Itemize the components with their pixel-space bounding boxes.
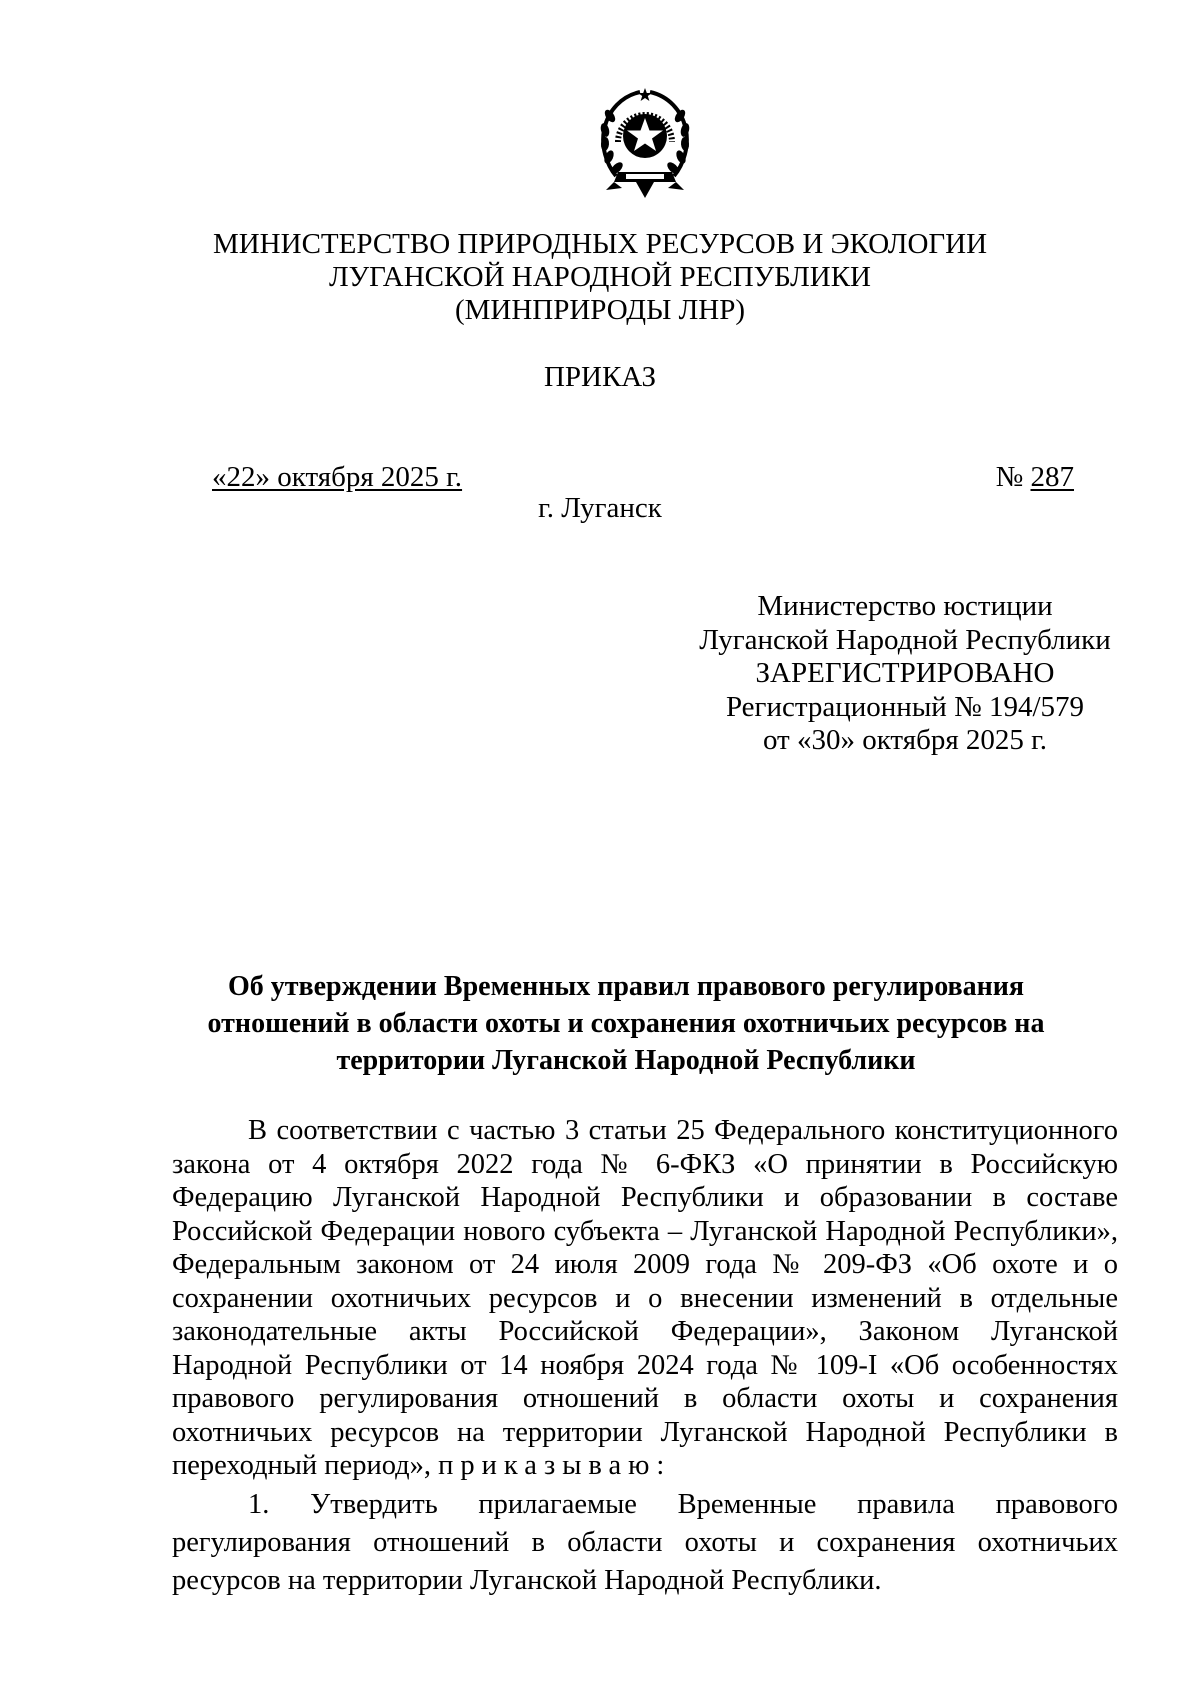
ministry-name-line1: МИНИСТЕРСТВО ПРИРОДНЫХ РЕСУРСОВ И ЭКОЛОГИИ xyxy=(212,228,988,260)
clause-1-text: 1. Утвердить прилагаемые Временные правила правового регулирования отношений в области охоты и сохранения охотничьих ресурсов на территории Луганской Народной Республики. xyxy=(172,1489,1118,1596)
order-date: «22» октября 2025 г. xyxy=(212,461,463,493)
ministry-short-name: (МИНПРИРОДЫ ЛНР) xyxy=(454,294,746,326)
registration-line4: Регистрационный № 194/579 xyxy=(725,690,1085,723)
preamble-paragraph xyxy=(172,1114,1118,1483)
order-title-line3: территории Луганской Народной Республики xyxy=(336,1045,916,1076)
registration-stamp xyxy=(690,590,1120,758)
issuing-city: г. Луганск xyxy=(538,492,662,524)
order-title-line1: Об утверждении Временных правил правового регулирования xyxy=(227,971,1025,1002)
registration-line2: Луганской Народной Республики xyxy=(699,623,1111,656)
order-number-value: 287 xyxy=(1030,461,1074,493)
ministry-heading xyxy=(0,228,1200,327)
registration-line1: Министерство юстиции xyxy=(757,590,1053,622)
order-title-line2: отношений в области охоты и сохранения охотничьих ресурсов на xyxy=(207,1008,1045,1039)
order-title xyxy=(172,968,1080,1079)
order-number xyxy=(996,461,1074,494)
document-type: ПРИКАЗ xyxy=(543,361,657,393)
preamble-text: В соответствии с частью 3 статьи 25 Федерального конституционного закона от 4 октября 2022 года № 6-ФКЗ «О принятии в Российскую Федерацию Луганской Народной Республики и образовании в составе Российской Федерации нового субъекта – Луганской Народной Республики», Федеральным законом от 24 июля 2009 года № 209-ФЗ «Об охоте и о сохранении охотничьих ресурсов и о внесении изменений в отдельные законодательные акты Российской Федерации», Законом Луганской Народной Республики от 14 ноября 2024 года № 109-I «Об особенностях правового регулирования отношений в области охоты и сохранения охотничьих ресурсов на территории Луганской Народной Республики в переходный период», xyxy=(172,1115,1118,1481)
order-directive: приказываю: xyxy=(438,1450,672,1481)
ministry-name-line2: ЛУГАНСКОЙ НАРОДНОЙ РЕСПУБЛИКИ xyxy=(328,261,871,293)
registration-line3: ЗАРЕГИСТРИРОВАНО xyxy=(755,657,1055,689)
order-number-prefix: № xyxy=(995,461,1024,493)
republic-coat-of-arms-icon xyxy=(596,86,694,201)
clause-1-paragraph xyxy=(172,1486,1118,1600)
registration-line5: от «30» октября 2025 г. xyxy=(762,724,1048,756)
